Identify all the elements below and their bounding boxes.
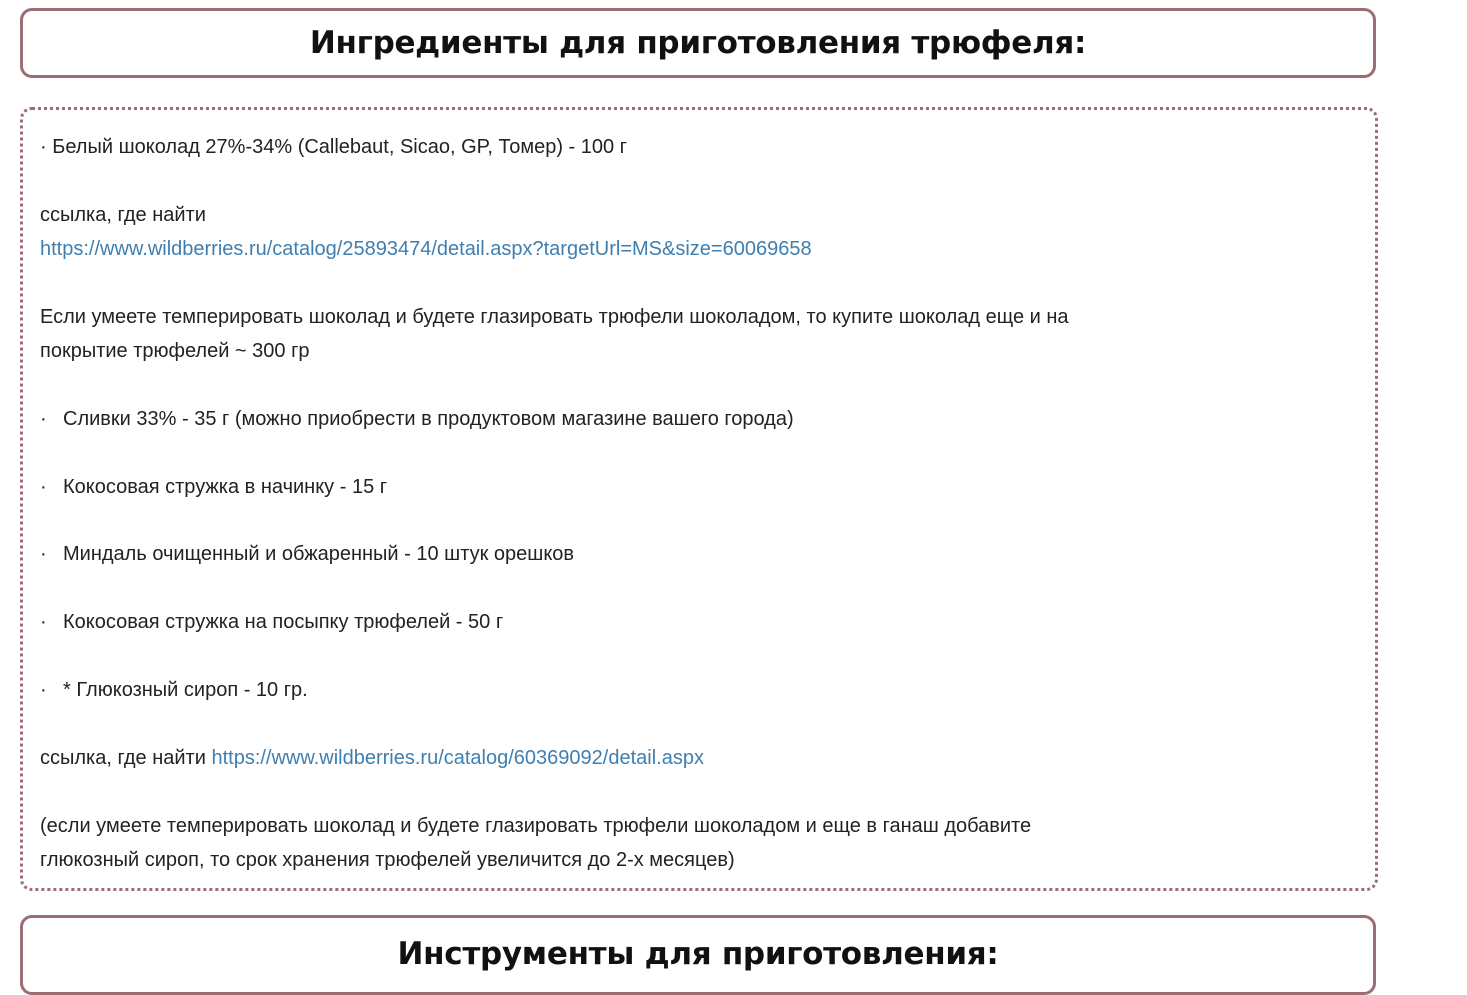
almond-item: Миндаль очищенный и обжаренный - 10 штук орешков — [63, 543, 575, 565]
temper-note-line-1: Если умеете темперировать шоколад и будете глазировать трюфели шоколадом, то купите шоколад еще и на — [40, 306, 1069, 328]
ingredients-heading-box — [20, 8, 1376, 78]
bullet-icon: · — [40, 408, 47, 430]
temper-note-line-2: покрытие трюфелей ~ 300 гр — [40, 340, 310, 362]
bullet-icon: · — [40, 679, 47, 701]
coconut-filling-item: Кокосовая стружка в начинку - 15 г — [63, 476, 388, 498]
where-to-find-label: ссылка, где найти — [40, 747, 206, 769]
bullet-icon: · — [40, 543, 47, 565]
list-item — [40, 605, 503, 639]
white-chocolate-item: · Белый шоколад 27%-34% (Callebaut, Sicao, GP, Томер) - 100 г — [40, 136, 627, 158]
ingredients-heading: Ингредиенты для приготовления трюфеля: — [309, 25, 1087, 61]
tools-heading-box — [20, 915, 1376, 995]
list-item — [40, 402, 794, 436]
coconut-topping-item: Кокосовая стружка на посыпку трюфелей - 50 г — [63, 611, 504, 633]
chocolate-link-row — [40, 232, 812, 266]
glucose-note-line-1: (если умеете темперировать шоколад и будете глазировать трюфели шоколадом и еще в ганаш добавите — [40, 815, 1032, 837]
chocolate-shop-link[interactable]: https://www.wildberries.ru/catalog/25893474/detail.aspx?targetUrl=MS&size=60069658 — [40, 238, 812, 260]
bullet-icon: · — [40, 476, 47, 498]
glucose-link-row — [40, 741, 704, 775]
list-item — [40, 537, 574, 571]
tools-heading: Инструменты для приготовления: — [397, 936, 999, 972]
where-to-find-label: ссылка, где найти — [40, 204, 206, 226]
glucose-shop-link[interactable]: https://www.wildberries.ru/catalog/60369092/detail.aspx — [211, 747, 704, 769]
glucose-note-line-2: глюкозный сироп, то срок хранения трюфелей увеличится до 2-х месяцев) — [40, 849, 735, 871]
cream-item: Сливки 33% - 35 г (можно приобрести в продуктовом магазине вашего города) — [63, 408, 794, 430]
list-item — [40, 673, 308, 707]
ingredients-list-box — [20, 107, 1378, 891]
glucose-syrup-item: * Глюкозный сироп - 10 гр. — [63, 679, 308, 701]
bullet-icon: · — [40, 611, 47, 633]
list-item — [40, 470, 387, 504]
